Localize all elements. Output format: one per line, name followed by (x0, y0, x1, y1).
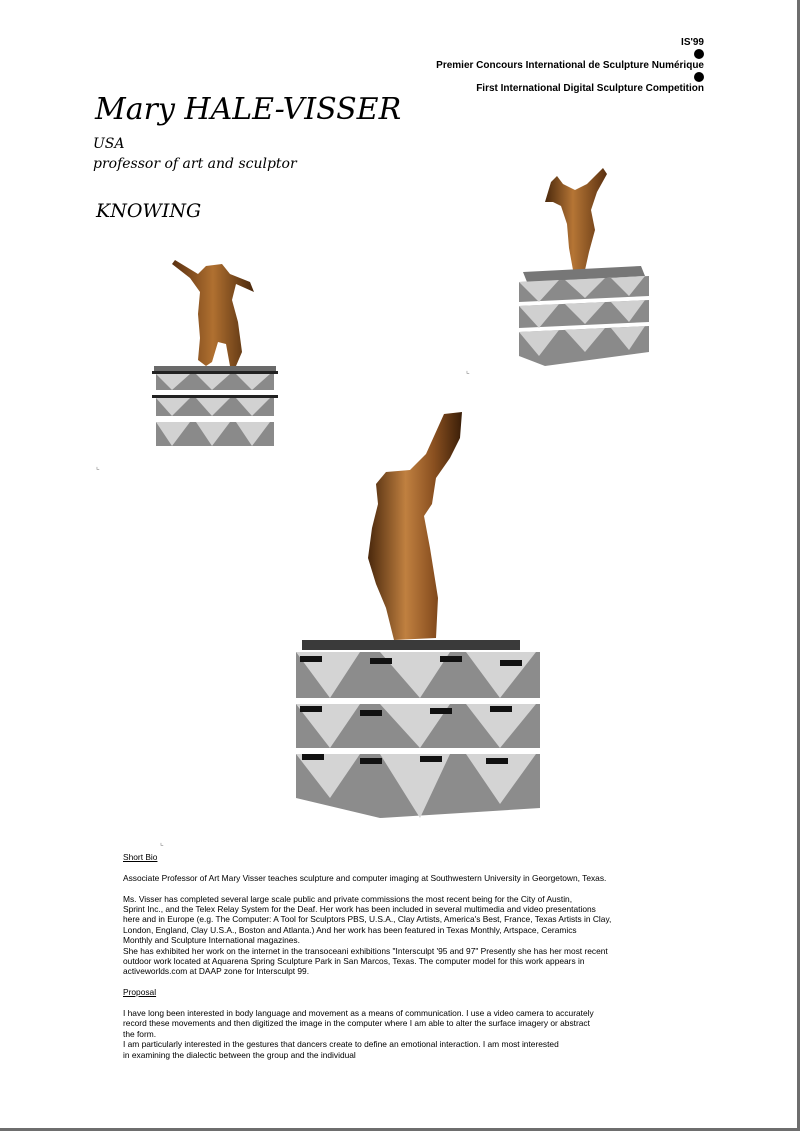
sculpture-view-back (150, 252, 280, 450)
artist-country: USA (93, 136, 125, 152)
stray-mark: ⌞ (466, 366, 470, 375)
bio-line: outdoor work located at Aquarena Spring Sculpture Park in San Marcos, Texas. The computer model for this work appears in (123, 956, 585, 967)
stray-mark: ⌞ (160, 838, 164, 847)
proposal-line: I have long been interested in body language and movement as a means of communication. I use a video camera to accurately (123, 1008, 594, 1019)
artist-profession: professor of art and sculptor (93, 156, 297, 172)
proposal-line: record these movements and then digitized the image in the computer where I am able to alter the surface imagery or abstract (123, 1018, 590, 1029)
bio-line: Ms. Visser has completed several large scale public and private commissions the most recent being for the City of Austin, (123, 893, 573, 904)
bio-line: London, England, Clay U.S.A., Boston and Atlanta.) And her work has been featured in Texas Monthly, Artspace, Ceramics (123, 924, 577, 935)
sculpture-view-main (290, 408, 550, 822)
work-title: KNOWING (96, 200, 202, 222)
competition-title-english: First International Digital Sculpture Competition (476, 83, 704, 94)
bullet-icon (694, 49, 704, 59)
bio-heading: Short Bio (123, 852, 158, 862)
proposal-line: the form. (123, 1028, 157, 1039)
proposal-line: in examining the dialectic between the group and the individual (123, 1049, 356, 1060)
competition-title-french: Premier Concours International de Sculpture Numérique (436, 60, 704, 71)
bio-line: Monthly and Sculpture International magazines. (123, 935, 300, 946)
text-body (123, 852, 683, 1060)
bio-line: She has exhibited her work on the internet in the transoceani exhibitions "Intersculpt '95 and 97" Presently she has her most recent (123, 945, 608, 956)
artist-name: Mary HALE-VISSER (95, 92, 402, 127)
bio-line: activeworlds.com at DAAP zone for Intersculpt 99. (123, 966, 310, 977)
sculpture-view-side (515, 162, 655, 368)
bio-line: here and in Europe (e.g. The Computer: A Tool for Sculptors PBS, U.S.A., Clay Artists, America's Best, France, Texas Artists in Clay, (123, 914, 612, 925)
bio-line: Sprint Inc., and the Telex Relay System for the Deaf. Her work has been included in several multimedia and video presentations (123, 904, 596, 914)
stray-mark: ⌞ (96, 462, 100, 471)
bio-paragraph-1: Associate Professor of Art Mary Visser teaches sculpture and computer imaging at Southwestern University in Georgetown, Texas. (123, 872, 607, 883)
bullet-icon (694, 72, 704, 82)
competition-code: IS'99 (681, 37, 704, 48)
proposal-heading: Proposal (123, 987, 157, 998)
proposal-line: I am particularly interested in the gestures that dancers create to define an emotional interaction. I am most interested (123, 1039, 559, 1050)
